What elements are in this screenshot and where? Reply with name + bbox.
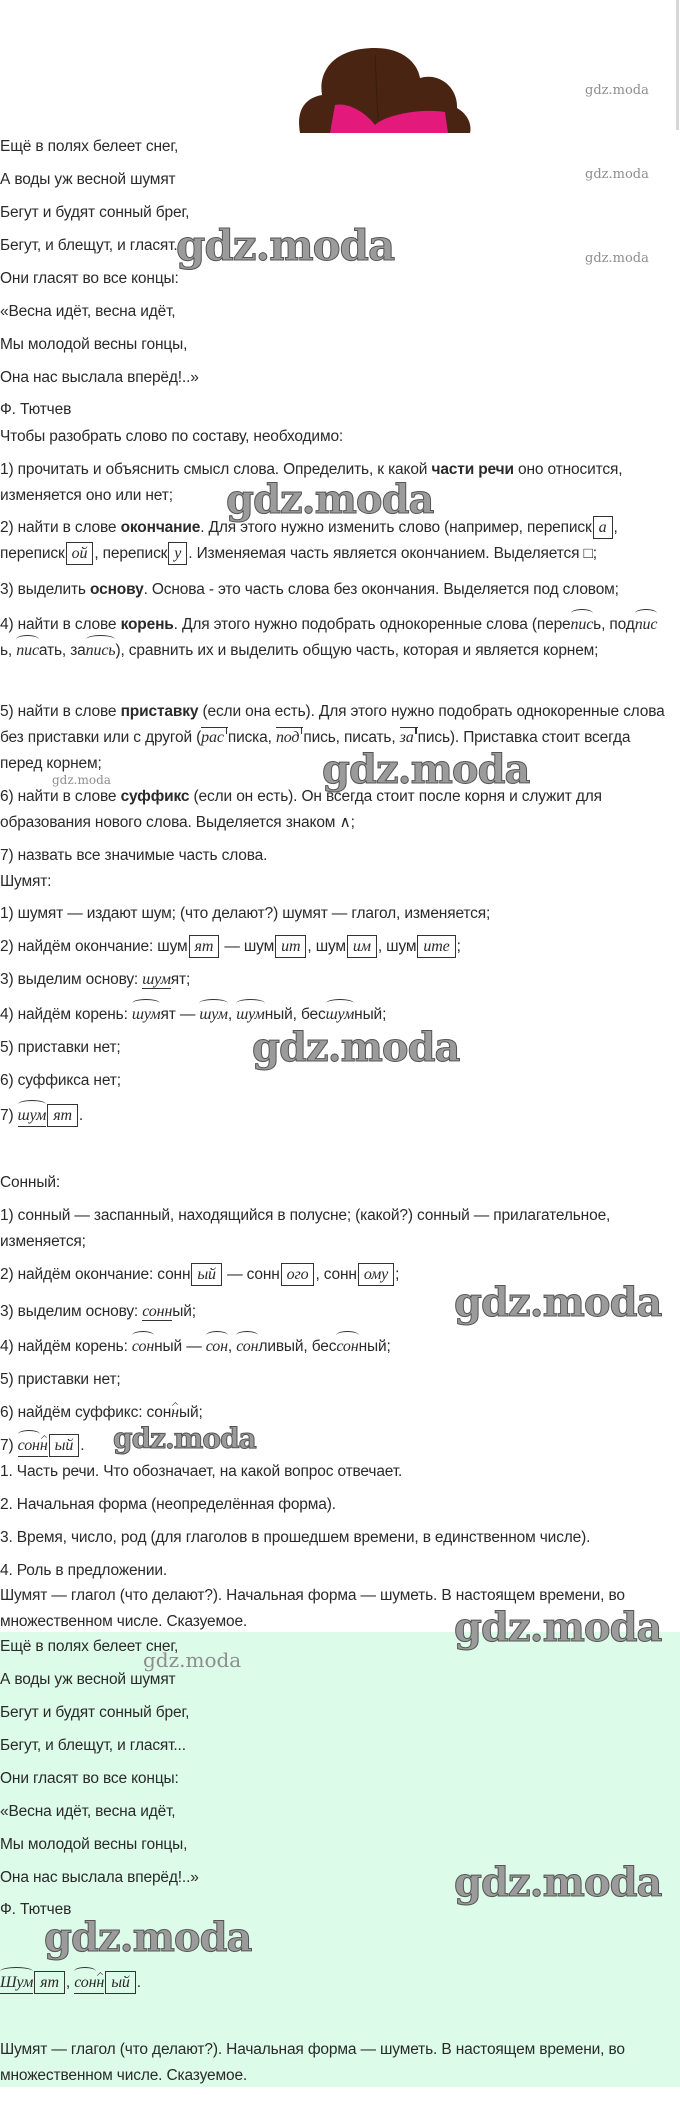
text-segment: Ф. Тютчев	[0, 1901, 72, 1918]
text-paragraph	[0, 1433, 668, 1459]
suffix-stem: н	[40, 1436, 48, 1457]
text-segment: 7)	[0, 1437, 18, 1454]
bold-term: суффикс	[120, 788, 190, 805]
watermark-logo: gdz.moda	[454, 1604, 662, 1651]
watermark-logo: gdz.moda	[252, 1024, 460, 1071]
ending-box: ит	[275, 935, 306, 958]
text-segment: оно относится, изменяется оно или нет;	[0, 461, 623, 504]
text-segment: . Для этого нужно изменить слово (например, переписк	[200, 519, 592, 536]
text-segment: Они гласят во все концы:	[0, 270, 179, 287]
scrollbar[interactable]	[676, 0, 679, 130]
bold-term: корень	[120, 616, 174, 633]
text-paragraph	[0, 1558, 668, 1584]
text-segment: 2) найти в слове	[0, 519, 121, 536]
root-arc: сон	[131, 1338, 155, 1355]
watermark-logo: gdz.moda	[454, 1279, 662, 1326]
root-arc: шум	[199, 1006, 228, 1023]
text-paragraph	[0, 1492, 668, 1518]
ending-box: ите	[417, 935, 455, 958]
text-segment: ь, под	[593, 616, 635, 633]
text-segment: 7) назвать все значимые часть слова.	[0, 847, 268, 864]
text-segment: ный;	[354, 1006, 387, 1023]
text-segment: писка,	[227, 729, 276, 746]
ending-box: ый	[105, 1971, 136, 1994]
ending-box: ому	[358, 1263, 394, 1286]
watermark-logo: gdz.moda	[176, 221, 395, 270]
text-segment: «Весна идёт, весна идёт,	[0, 1803, 176, 1820]
ending-box: ого	[281, 1263, 315, 1286]
text-paragraph	[0, 1733, 668, 1759]
watermark-logo: gdz.moda	[454, 1859, 662, 1906]
text-paragraph	[0, 1367, 668, 1393]
root-stem: сон	[18, 1436, 40, 1457]
text-segment: , переписк	[94, 545, 168, 562]
root-arc: сон	[205, 1338, 228, 1355]
text-paragraph	[0, 1766, 668, 1792]
text-segment: Она нас выслала вперёд!..»	[0, 369, 199, 386]
root-arc: пис	[16, 642, 39, 659]
text-segment: ;	[395, 1266, 400, 1283]
text-segment: ), сравнить их и выделить общую часть, которая и является корнем;	[115, 642, 599, 659]
root-stem: сон	[74, 1973, 96, 1994]
text-segment: 6) суффикса нет;	[0, 1072, 121, 1089]
text-segment: 3) выделим основу:	[0, 971, 143, 988]
text-paragraph	[0, 1170, 668, 1196]
text-segment: Бегут, и блещут, и гласят...	[0, 1737, 186, 1754]
text-segment: Шумят — глагол (что делают?). Начальная форма — шуметь. В настоящем времени, во множественном числе. Сказуемое.	[0, 1587, 625, 1630]
root-arc: шум	[131, 1006, 161, 1023]
text-segment: .	[78, 1107, 84, 1124]
prefix-mark: рас	[201, 727, 228, 748]
watermark-small: gdz.moda	[585, 251, 649, 266]
ending-box: ый	[191, 1263, 222, 1286]
text-segment: Чтобы разобрать слово по составу, необходимо:	[0, 428, 344, 445]
ending-box: а	[593, 516, 613, 539]
text-segment: .	[136, 1974, 141, 1991]
text-segment: ,	[227, 1006, 237, 1023]
text-segment: ливый, бес	[258, 1338, 337, 1355]
ending-box: ят	[47, 1104, 78, 1127]
bold-term: окончание	[120, 519, 201, 536]
text-segment: 3. Время, число, род (для глаголов в прошедшем времени, в единственном числе).	[0, 1529, 591, 1546]
text-segment: Бегут и будят сонный брег,	[0, 204, 190, 221]
text-segment: 7)	[0, 1107, 18, 1124]
text-segment: ят;	[170, 971, 191, 988]
text-segment: .	[80, 1437, 85, 1454]
text-paragraph	[0, 1459, 668, 1485]
text-paragraph	[0, 365, 668, 391]
ending-box: ой	[66, 542, 94, 565]
text-segment: . Изменяемая часть является окончанием. Выделяется □;	[188, 545, 597, 562]
suffix-mark: н	[171, 1404, 179, 1421]
text-paragraph	[0, 1334, 668, 1360]
watermark-logo: gdz.moda	[113, 1422, 256, 1455]
header-illustration	[0, 0, 680, 133]
text-paragraph	[0, 1525, 668, 1551]
text-segment: . Для этого нужно подобрать однокоренные слова (пере	[173, 616, 571, 633]
watermark-small: gdz.moda	[143, 1648, 242, 1672]
text-segment: ,	[227, 1338, 237, 1355]
text-segment: ят —	[160, 1006, 200, 1023]
text-paragraph	[0, 901, 668, 927]
text-paragraph	[0, 1799, 668, 1825]
text-paragraph	[0, 1068, 668, 1094]
text-segment: ь,	[0, 642, 17, 659]
text-segment: 2) найдём окончание: шум	[0, 938, 188, 955]
text-paragraph	[0, 1970, 668, 1996]
text-paragraph	[0, 1400, 668, 1426]
watermark-logo: gdz.moda	[226, 476, 434, 523]
text-segment: 1) прочитать и объяснить смысл слова. Определить, к какой	[0, 461, 432, 478]
text-paragraph	[0, 299, 668, 325]
text-paragraph	[0, 577, 668, 603]
bold-term: основу	[90, 581, 144, 598]
text-paragraph	[0, 934, 668, 960]
text-segment: (если он есть). Он всегда стоит после корня и служит для образования нового слова. Выделяется знаком ∧;	[0, 788, 602, 831]
text-segment: 6) найти в слове	[0, 788, 121, 805]
text-paragraph	[0, 134, 668, 160]
text-paragraph	[0, 397, 668, 423]
text-segment: Она нас выслала вперёд!..»	[0, 1869, 199, 1886]
text-segment: пись, писать,	[303, 729, 400, 746]
root-stem: шум	[18, 1106, 47, 1127]
text-segment: Бегут и будят сонный брег,	[0, 1704, 190, 1721]
suffix-stem: н	[96, 1973, 104, 1994]
root-arc: шум	[325, 1006, 355, 1023]
root-arc: сон	[236, 1338, 259, 1355]
ending-box: ый	[49, 1434, 80, 1457]
prefix-mark: за	[400, 727, 418, 748]
ending-box: ят	[34, 1971, 65, 1994]
text-segment: Ф. Тютчев	[0, 401, 72, 418]
text-segment: 5) приставки нет;	[0, 1039, 121, 1056]
text-segment: Они гласят во все концы:	[0, 1770, 179, 1787]
text-segment: 1) шумят — издают шум; (что делают?) шумят — глагол, изменяется;	[0, 905, 491, 922]
text-segment: 4) найдём корень:	[0, 1006, 132, 1023]
text-segment: Мы молодой весны гонцы,	[0, 1836, 188, 1853]
text-paragraph	[0, 167, 668, 193]
text-segment: 1. Часть речи. Что обозначает, на какой вопрос отвечает.	[0, 1463, 403, 1480]
text-segment: «Весна идёт, весна идёт,	[0, 303, 176, 320]
text-paragraph	[0, 869, 668, 895]
text-paragraph	[0, 1203, 668, 1255]
text-segment: ,	[65, 1974, 75, 1991]
text-paragraph	[0, 967, 668, 993]
text-segment: Мы молодой весны гонцы,	[0, 336, 188, 353]
prefix-mark: под	[276, 727, 303, 748]
text-segment: 5) найти в слове	[0, 703, 121, 720]
text-segment: Шумят:	[0, 873, 52, 890]
text-segment: 2) найдём окончание: сонн	[0, 1266, 191, 1283]
root-arc: пис	[634, 616, 658, 633]
text-paragraph	[0, 424, 668, 450]
text-segment: Ещё в полях белеет снег,	[0, 138, 179, 155]
text-segment: 4. Роль в предложении.	[0, 1562, 168, 1579]
watermark-logo: gdz.moda	[44, 1914, 252, 1961]
text-paragraph	[0, 2037, 668, 2089]
watermark-small: gdz.moda	[585, 167, 649, 182]
watermark-small: gdz.moda	[52, 773, 111, 787]
ending-box: ят	[189, 935, 220, 958]
text-segment: А воды уж весной шумят	[0, 1671, 176, 1688]
root-arc: пись	[85, 642, 116, 659]
text-paragraph	[0, 843, 668, 869]
bold-term: приставку	[120, 703, 199, 720]
text-paragraph	[0, 1700, 668, 1726]
text-segment: 3) выделить	[0, 581, 90, 598]
text-segment: 4) найти в слове	[0, 616, 121, 633]
text-segment: 4) найдём корень:	[0, 1338, 132, 1355]
text-segment: — сонн	[222, 1266, 280, 1283]
text-paragraph	[0, 332, 668, 358]
text-segment: ный;	[358, 1338, 391, 1355]
text-segment: ;	[456, 938, 461, 955]
root-arc: шум	[236, 1006, 265, 1023]
text-segment: Ещё в полях белеет снег,	[0, 1638, 179, 1655]
text-segment: 1) сонный — заспанный, находящийся в полусне; (какой?) сонный — прилагательное, изменяется;	[0, 1207, 611, 1250]
text-paragraph	[0, 1832, 668, 1858]
watermark-logo: gdz.moda	[322, 746, 530, 793]
text-segment: А воды уж весной шумят	[0, 171, 176, 188]
ending-box: у	[168, 542, 187, 565]
root-arc: пис	[570, 616, 594, 633]
text-segment: 3) выделим основу:	[0, 1303, 143, 1320]
stem-underline: сонн	[142, 1303, 173, 1320]
text-paragraph	[0, 612, 668, 664]
text-segment: Шумят — глагол (что делают?). Начальная форма — шуметь. В настоящем времени, во множественном числе. Сказуемое.	[0, 2041, 625, 2084]
text-segment: . Основа - это часть слова без окончания. Выделяется под словом;	[143, 581, 619, 598]
stem-underline: шум	[142, 971, 171, 988]
ending-box: им	[347, 935, 377, 958]
text-segment: ать, за	[38, 642, 86, 659]
text-segment: 2. Начальная форма (неопределённая форма).	[0, 1496, 336, 1513]
text-segment: , шум	[307, 938, 346, 955]
bold-term: части речи	[431, 461, 514, 478]
text-segment: , шум	[377, 938, 417, 955]
text-segment: ный, бес	[264, 1006, 326, 1023]
watermark-small: gdz.moda	[585, 83, 649, 98]
text-segment: 5) приставки нет;	[0, 1371, 121, 1388]
text-segment: Сонный:	[0, 1174, 60, 1191]
root-arc: сон	[336, 1338, 359, 1355]
text-segment: ный —	[154, 1338, 206, 1355]
text-segment: Бегут, и блещут, и гласят...	[0, 237, 186, 254]
text-segment: (если она есть). Для этого нужно подобрать однокоренные слова без приставки или с другой (	[0, 703, 665, 746]
text-segment: ый;	[172, 1303, 196, 1320]
text-segment: 6) найдём суффикс: сон	[0, 1404, 172, 1421]
text-segment: , переписк	[0, 519, 618, 562]
text-segment: пись). Приставка стоит всегда перед корнем;	[0, 729, 631, 772]
text-segment: , сонн	[315, 1266, 357, 1283]
girl-head-illustration	[0, 0, 680, 133]
text-paragraph	[0, 1667, 668, 1693]
text-segment: — шум	[220, 938, 275, 955]
text-paragraph	[0, 1103, 668, 1129]
text-segment: ый;	[178, 1404, 203, 1421]
root-stem: Шум	[0, 1973, 33, 1994]
